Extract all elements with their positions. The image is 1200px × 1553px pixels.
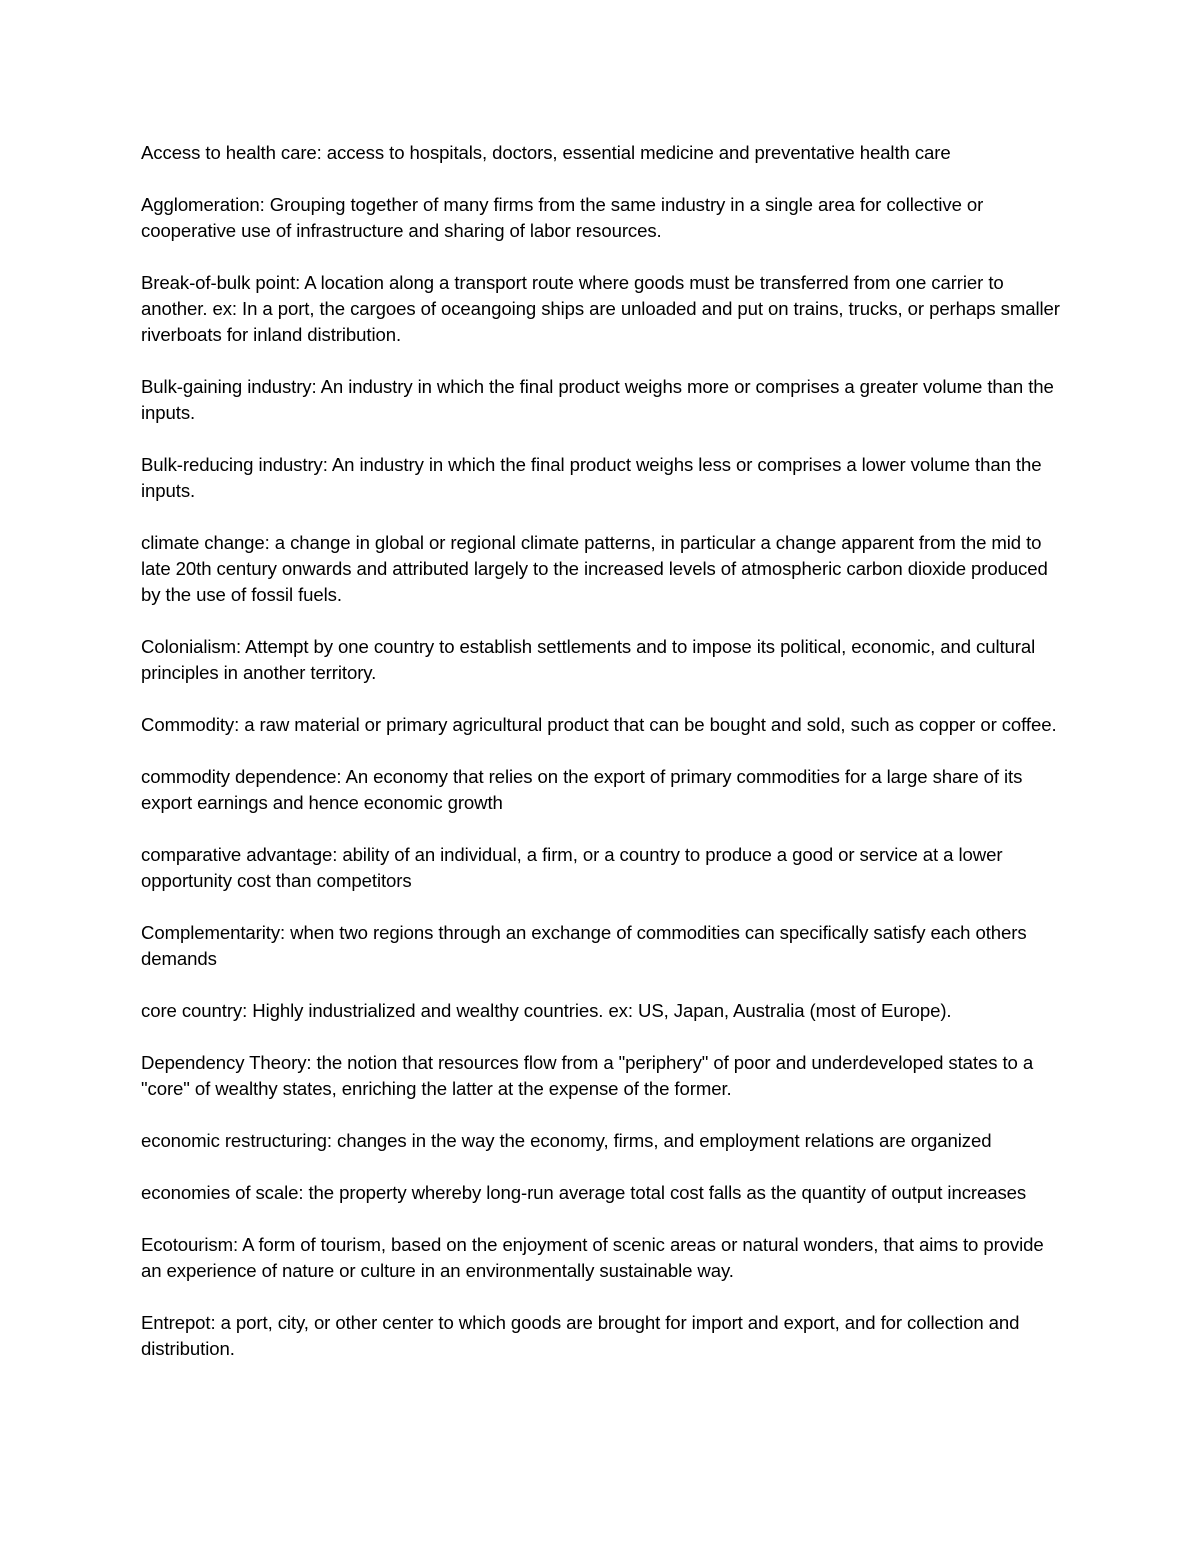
glossary-entry-entrepot: Entrepot: a port, city, or other center to which goods are brought for import and export, and for collection and distribution. bbox=[141, 1312, 1020, 1359]
glossary-list bbox=[141, 140, 1066, 1388]
glossary-entry-break-of-bulk-point: Break-of-bulk point: A location along a transport route where goods must be transferred from one carrier to another. ex: In a port, the cargoes of oceangoing ships are unloaded and put on trains, trucks, or perhaps smaller riverboats for inland distribution. bbox=[141, 272, 1060, 345]
glossary-entry-commodity: Commodity: a raw material or primary agricultural product that can be bought and sold, such as copper or coffee. bbox=[141, 714, 1057, 735]
glossary-entry-access-to-health-care: Access to health care: access to hospitals, doctors, essential medicine and preventative health care bbox=[141, 142, 951, 163]
glossary-entry-economic-restructuring: economic restructuring: changes in the way the economy, firms, and employment relations are organized bbox=[141, 1130, 992, 1151]
glossary-entry-colonialism: Colonialism: Attempt by one country to establish settlements and to impose its political, economic, and cultural principles in another territory. bbox=[141, 636, 1036, 683]
glossary-entry-core-country: core country: Highly industrialized and wealthy countries. ex: US, Japan, Australia (most of Europe). bbox=[141, 1000, 952, 1021]
glossary-entry-bulk-reducing-industry: Bulk-reducing industry: An industry in which the final product weighs less or comprises a lower volume than the inputs. bbox=[141, 454, 1042, 501]
glossary-entry-commodity-dependence: commodity dependence: An economy that relies on the export of primary commodities for a large share of its export earnings and hence economic growth bbox=[141, 766, 1023, 813]
glossary-entry-agglomeration: Agglomeration: Grouping together of many firms from the same industry in a single area for collective or cooperative use of infrastructure and sharing of labor resources. bbox=[141, 194, 984, 241]
glossary-entry-complementarity: Complementarity: when two regions through an exchange of commodities can specifically satisfy each others demands bbox=[141, 922, 1027, 969]
glossary-entry-dependency-theory: Dependency Theory: the notion that resources flow from a "periphery" of poor and underdeveloped states to a "core" of wealthy states, enriching the latter at the expense of the former. bbox=[141, 1052, 1034, 1099]
glossary-entry-bulk-gaining-industry: Bulk-gaining industry: An industry in which the final product weighs more or comprises a greater volume than the inputs. bbox=[141, 376, 1054, 423]
glossary-entry-economies-of-scale: economies of scale: the property whereby long-run average total cost falls as the quantity of output increases bbox=[141, 1182, 1027, 1203]
glossary-entry-comparative-advantage: comparative advantage: ability of an individual, a firm, or a country to produce a good or service at a lower opportunity cost than competitors bbox=[141, 844, 1003, 891]
glossary-entry-climate-change: climate change: a change in global or regional climate patterns, in particular a change apparent from the mid to late 20th century onwards and attributed largely to the increased levels of atmospheric carbon dioxide produced by the use of fossil fuels. bbox=[141, 532, 1048, 605]
glossary-entry-ecotourism: Ecotourism: A form of tourism, based on the enjoyment of scenic areas or natural wonders, that aims to provide an experience of nature or culture in an environmentally sustainable way. bbox=[141, 1234, 1044, 1281]
